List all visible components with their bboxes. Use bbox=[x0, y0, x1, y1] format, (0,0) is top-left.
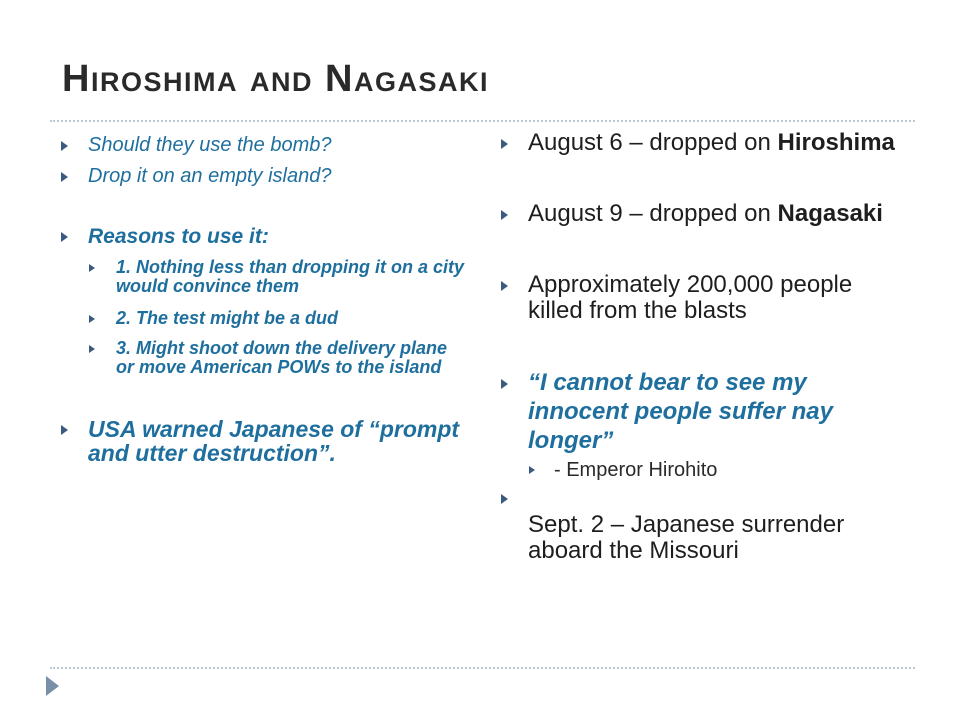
left-column bbox=[58, 134, 470, 465]
arrow-bullet-icon bbox=[529, 466, 535, 474]
list-item bbox=[498, 368, 913, 455]
warning-text: USA warned Japanese of “prompt and utter destruction”. bbox=[88, 416, 460, 466]
arrow-bullet-icon bbox=[501, 379, 508, 389]
list-item: August 9 – dropped on Nagasaki bbox=[498, 201, 913, 227]
list-item bbox=[58, 165, 470, 188]
triangle-right-icon bbox=[46, 676, 59, 696]
list-item bbox=[58, 417, 470, 465]
reason-item: 3. Might shoot down the delivery plane or move American POWs to the island bbox=[58, 339, 470, 377]
arrow-bullet-icon bbox=[61, 141, 68, 151]
arrow-bullet-icon bbox=[501, 139, 508, 149]
nagasaki-label: Nagasaki bbox=[777, 200, 883, 227]
arrow-bullet-icon bbox=[89, 264, 95, 272]
question-empty-island: Drop it on an empty island? bbox=[88, 165, 332, 187]
arrow-bullet-icon bbox=[89, 315, 95, 323]
hiroshima-label: Hiroshima bbox=[777, 129, 895, 156]
quote-author-item: - Emperor Hirohito bbox=[498, 459, 913, 482]
arrow-bullet-icon bbox=[61, 172, 68, 182]
list-item bbox=[58, 224, 470, 249]
footer-divider bbox=[50, 667, 915, 669]
arrow-bullet-icon bbox=[501, 210, 508, 220]
reason-item: 1. Nothing less than dropping it on a city would convince them bbox=[58, 258, 470, 296]
arrow-bullet-icon bbox=[61, 232, 68, 242]
arrow-bullet-icon bbox=[501, 494, 508, 504]
list-item bbox=[58, 134, 470, 157]
surrender-text: Sept. 2 – Japanese surrender aboard the Missouri bbox=[528, 511, 845, 564]
question-use-bomb: Should they use the bomb? bbox=[88, 134, 332, 156]
reason-item: 2. The test might be a dud bbox=[58, 309, 470, 328]
list-item: August 6 – dropped on Hiroshima bbox=[498, 130, 913, 156]
arrow-bullet-icon bbox=[89, 345, 95, 353]
title-divider bbox=[50, 120, 915, 122]
hirohito-quote: “I cannot bear to see my innocent people suffer nay longer” bbox=[528, 369, 833, 454]
arrow-bullet-icon bbox=[61, 425, 68, 435]
right-column bbox=[498, 130, 913, 564]
arrow-bullet-icon bbox=[501, 281, 508, 291]
list-item: Approximately 200,000 people killed from the blasts bbox=[498, 272, 913, 324]
list-item bbox=[498, 486, 913, 564]
slide-title: Hiroshima and Nagasaki bbox=[62, 58, 490, 100]
reasons-heading: Reasons to use it: bbox=[88, 225, 269, 248]
